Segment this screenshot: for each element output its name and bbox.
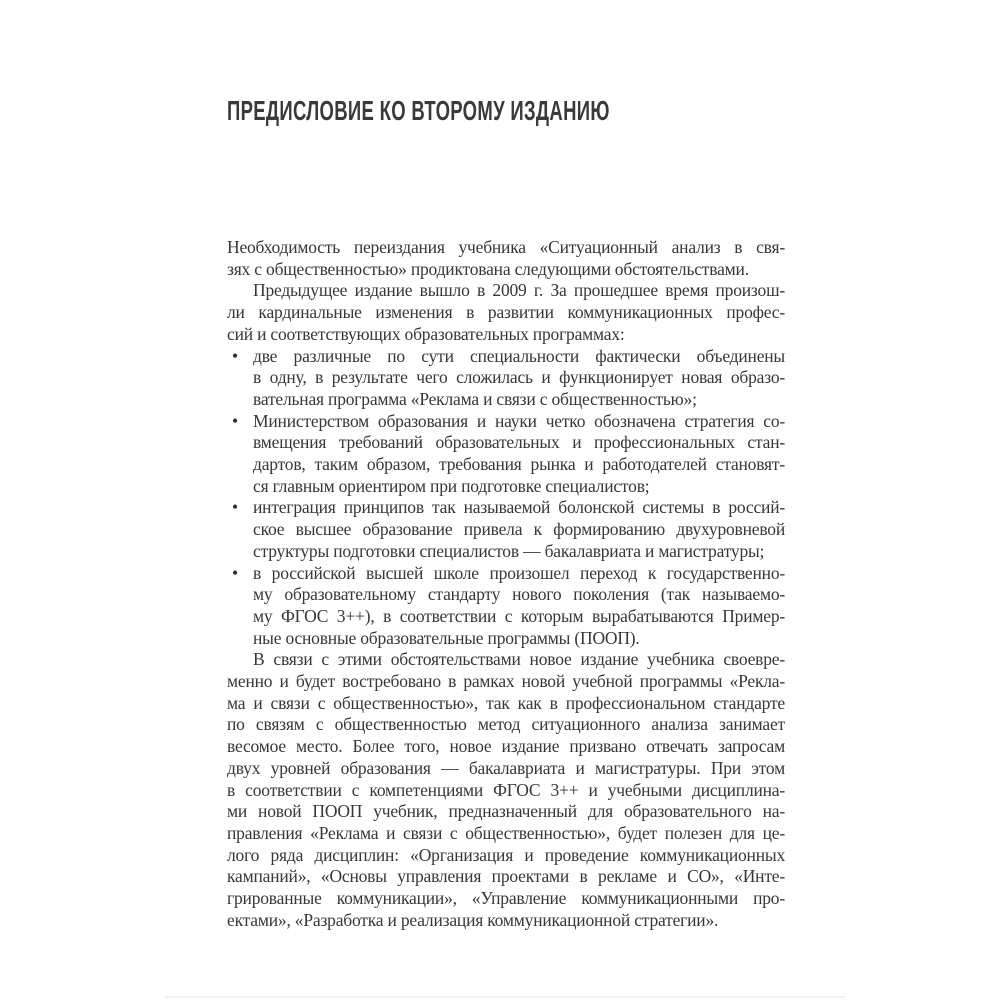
- text-line: двух уровней образования — бакалавриата и магистратуры. При этом: [227, 757, 785, 778]
- bullet-item: [227, 346, 785, 411]
- text-line: в одну, в результате чего сложилась и функционирует новая образо-: [253, 367, 785, 388]
- text-line: грированные коммуникации», «Управление коммуникационными про-: [227, 888, 785, 909]
- paragraph: [227, 649, 785, 931]
- text-line: по связям с общественностью метод ситуационного анализа занимает: [227, 714, 785, 735]
- text-line: в соответствии с компетенциями ФГОС 3++ и учебными дисциплина-: [227, 779, 785, 800]
- text-line: ли кардинальные изменения в развитии коммуникационных профес-: [227, 302, 785, 323]
- text-line: ское высшее образование привела к формированию двухуровневой: [253, 519, 785, 540]
- text-line: Министерством образования и науки четко обозначена стратегия со-: [253, 410, 785, 431]
- text-line: две различные по сути специальности фактически объединены: [253, 345, 785, 366]
- text-line: интеграция принципов так называемой болонской системы в россий-: [253, 497, 785, 518]
- text-line: ные основные образовательные программы (ПООП).: [253, 627, 640, 648]
- paragraph: [227, 237, 785, 280]
- text-line: вательная программа «Реклама и связи с общественностью»;: [253, 388, 697, 409]
- text-line: вмещения требований образовательных и профессиональных стан-: [253, 432, 785, 453]
- text-line: ма и связи с общественностью», так как в профессиональном стандарте: [227, 692, 785, 713]
- page-bottom-edge: [165, 996, 845, 998]
- body-text: [227, 237, 785, 932]
- bullet-icon: •: [232, 345, 238, 366]
- bullet-icon: •: [232, 497, 238, 518]
- text-line: дартов, таким образом, требования рынка и работодателей становят-: [253, 454, 785, 475]
- text-line: му ФГОС 3++), в соответствии с которым вырабатываются Пример-: [253, 605, 785, 626]
- bullet-item: [227, 497, 785, 562]
- text-line: В связи с этими обстоятельствами новое издание учебника своевре-: [253, 649, 785, 670]
- paragraph: [227, 280, 785, 345]
- text-line: менно и будет востребовано в рамках новой учебной программы «Рекла-: [227, 671, 785, 692]
- bullet-icon: •: [232, 562, 238, 583]
- text-line: ся главным ориентиром при подготовке специалистов;: [253, 475, 650, 496]
- text-line: зях с общественностью» продиктована следующими обстоятельствами.: [227, 258, 749, 279]
- text-line: ектами», «Разработка и реализация коммуникационной стратегии».: [227, 909, 719, 930]
- text-line: кампаний», «Основы управления проектами в рекламе и СО», «Инте-: [227, 866, 785, 887]
- chapter-heading: ПРЕДИСЛОВИЕ КО ВТОРОМУ ИЗДАНИЮ: [227, 95, 610, 126]
- text-line: весомое место. Более того, новое издание призвано отвечать запросам: [227, 736, 785, 757]
- text-line: ми новой ПООП учебник, предназначенный для образовательного на-: [227, 801, 785, 822]
- text-line: Предыдущее издание вышло в 2009 г. За прошедшее время произош-: [253, 280, 785, 301]
- bullet-item: [227, 563, 785, 650]
- text-line: Необходимость переиздания учебника «Ситуационный анализ в свя-: [227, 237, 785, 257]
- bullet-item: [227, 411, 785, 498]
- text-line: му образовательному стандарту нового поколения (так называемо-: [253, 584, 785, 605]
- bullet-icon: •: [232, 410, 238, 431]
- text-line: сий и соответствующих образовательных программах:: [227, 323, 625, 344]
- text-line: в российской высшей школе произошел переход к государственно-: [253, 562, 785, 583]
- text-line: структуры подготовки специалистов — бакалавриата и магистратуры;: [253, 540, 765, 561]
- text-line: правления «Реклама и связи с общественностью», будет полезен для це-: [227, 822, 785, 843]
- text-line: лого ряда дисциплин: «Организация и проведение коммуникационных: [227, 844, 785, 865]
